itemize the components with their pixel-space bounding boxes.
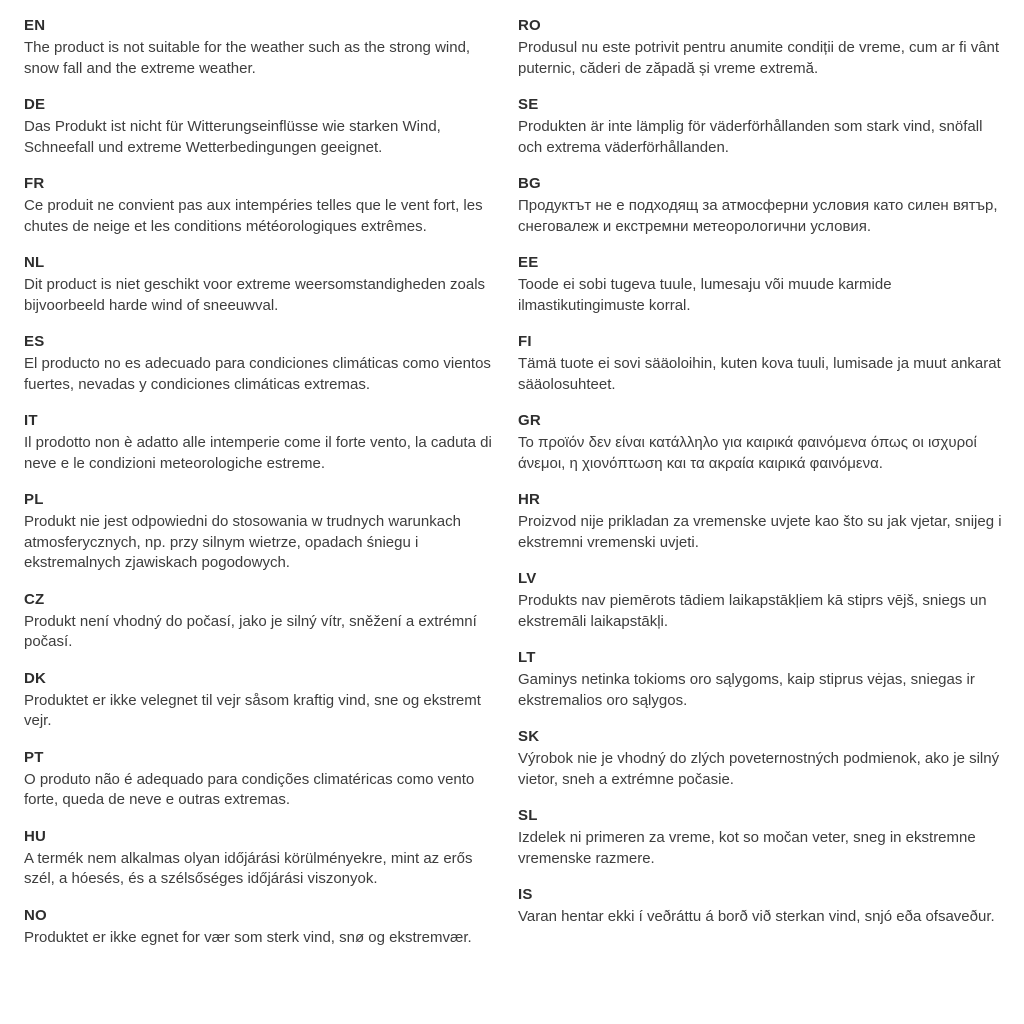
language-entry-lt	[518, 648, 1004, 711]
translation-text: Ce produit ne convient pas aux intempéries telles que le vent fort, les chutes de neige et les conditions météorologiques extrêmes.	[24, 197, 483, 235]
language-code: EN	[24, 17, 46, 34]
language-code: PT	[24, 748, 44, 766]
language-entry-pl	[24, 490, 506, 574]
language-entry-lv	[518, 569, 1004, 632]
language-entry-cz	[24, 590, 506, 653]
translation-text: O produto não é adequado para condições climatéricas como vento forte, queda de neve e outras extremas.	[24, 770, 475, 808]
language-code: SE	[518, 96, 539, 113]
translation-text: Tämä tuote ei sovi sääoloihin, kuten kova tuuli, lumisade ja muut ankarat sääolosuhteet.	[518, 355, 1001, 393]
language-code: SK	[518, 728, 540, 745]
right-column	[518, 16, 1004, 1024]
language-entry-de	[24, 95, 506, 158]
language-code: FR	[24, 175, 45, 192]
translation-text: Toode ei sobi tugeva tuule, lumesaju või muude karmide ilmastikutingimuste korral.	[518, 276, 892, 314]
language-code: PL	[24, 491, 44, 508]
translation-text: The product is not suitable for the weather such as the strong wind, snow fall and the extreme weather.	[24, 39, 471, 77]
translation-text: Das Produkt ist nicht für Witterungseinflüsse wie starken Wind, Schneefall und extreme Wetterbedingungen geeignet.	[24, 118, 441, 156]
language-entry-it	[24, 411, 506, 474]
language-code: NO	[24, 906, 47, 924]
language-entry-fr	[24, 174, 506, 237]
language-entry-es	[24, 332, 506, 395]
language-code: FI	[518, 333, 532, 350]
language-code: CZ	[24, 590, 45, 608]
language-code: DE	[24, 96, 46, 113]
language-entry-sk	[518, 727, 1004, 790]
language-entry-fi	[518, 332, 1004, 395]
translation-text: A termék nem alkalmas olyan időjárási körülményekre, mint az erős szél, a hóesés, és a szélsőséges időjárási viszonyok.	[24, 849, 473, 887]
language-code: HR	[518, 491, 541, 508]
language-entry-sl	[518, 806, 1004, 869]
left-column	[24, 16, 506, 1024]
language-code: HU	[24, 827, 47, 845]
language-entry-hu	[24, 827, 506, 890]
language-code: LV	[518, 570, 537, 587]
language-entry-dk	[24, 669, 506, 732]
translation-text: Продуктът не е подходящ за атмосферни условия като силен вятър, снеговалеж и екстремни метеорологични условия.	[518, 197, 998, 235]
language-code: GR	[518, 412, 541, 429]
language-code: DK	[24, 669, 47, 687]
translation-text: Izdelek ni primeren za vreme, kot so močan veter, sneg in ekstremne vremenske razmere.	[518, 829, 976, 867]
translation-text: Produkt není vhodný do počasí, jako je silný vítr, sněžení a extrémní počasí.	[24, 612, 477, 650]
language-entry-pt	[24, 748, 506, 811]
language-code: NL	[24, 254, 45, 271]
language-code: EE	[518, 254, 539, 271]
translation-text: Produktet er ikke velegnet til vejr såsom kraftig vind, sne og ekstremt vejr.	[24, 691, 481, 729]
language-entry-en	[24, 16, 506, 79]
language-code: RO	[518, 17, 541, 34]
language-entry-bg	[518, 174, 1004, 237]
translation-text: El producto no es adecuado para condiciones climáticas como vientos fuertes, nevadas y condiciones climáticas extremas.	[24, 355, 491, 393]
translation-text: Produkts nav piemērots tādiem laikapstākļiem kā stiprs vējš, sniegs un ekstremāli laikapstākļi.	[518, 592, 987, 630]
language-entry-gr	[518, 411, 1004, 474]
language-code: ES	[24, 333, 45, 350]
translation-text: Produktet er ikke egnet for vær som sterk vind, snø og ekstremvær.	[24, 928, 472, 946]
language-entry-ee	[518, 253, 1004, 316]
language-entry-hr	[518, 490, 1004, 553]
language-entry-se	[518, 95, 1004, 158]
translation-text: Produsul nu este potrivit pentru anumite condiții de vreme, cum ar fi vânt puternic, căderi de zăpadă și vreme extremă.	[518, 39, 1000, 77]
translation-text: Výrobok nie je vhodný do zlých poveternostných podmienok, ako je silný vietor, sneh a extrémne počasie.	[518, 750, 1000, 788]
language-entry-is	[518, 885, 1004, 928]
translation-text: Dit product is niet geschikt voor extreme weersomstandigheden zoals bijvoorbeeld harde wind of sneeuwval.	[24, 276, 486, 314]
language-code: IT	[24, 412, 38, 429]
translation-text: Produkten är inte lämplig för väderförhållanden som stark vind, snöfall och extrema väderförhållanden.	[518, 118, 983, 156]
language-entry-no	[24, 906, 506, 949]
translation-text: Produkt nie jest odpowiedni do stosowania w trudnych warunkach atmosferycznych, np. przy silnym wietrze, opadach śniegu i ekstremalnych zjawiskach pogodowych.	[24, 513, 461, 571]
translation-text: Proizvod nije prikladan za vremenske uvjete kao što su jak vjetar, snijeg i ekstremni vremenski uvjeti.	[518, 513, 1002, 551]
language-code: SL	[518, 807, 538, 824]
language-code: BG	[518, 175, 541, 192]
language-entry-nl	[24, 253, 506, 316]
translation-text: Il prodotto non è adatto alle intemperie come il forte vento, la caduta di neve e le condizioni meteorologiche estreme.	[24, 434, 492, 472]
translation-text: Το προϊόν δεν είναι κατάλληλο για καιρικά φαινόμενα όπως οι ισχυροί άνεμοι, η χιονόπτωση και τα ακραία καιρικά φαινόμενα.	[518, 434, 977, 472]
language-code: IS	[518, 886, 533, 903]
translation-text: Gaminys netinka tokioms oro sąlygoms, kaip stiprus vėjas, sniegas ir ekstremalios oro sąlygos.	[518, 671, 975, 709]
language-code: LT	[518, 649, 536, 666]
language-entry-ro	[518, 16, 1004, 79]
translation-text: Varan hentar ekki í veðráttu á borð við sterkan vind, snjó eða ofsaveður.	[518, 908, 995, 925]
